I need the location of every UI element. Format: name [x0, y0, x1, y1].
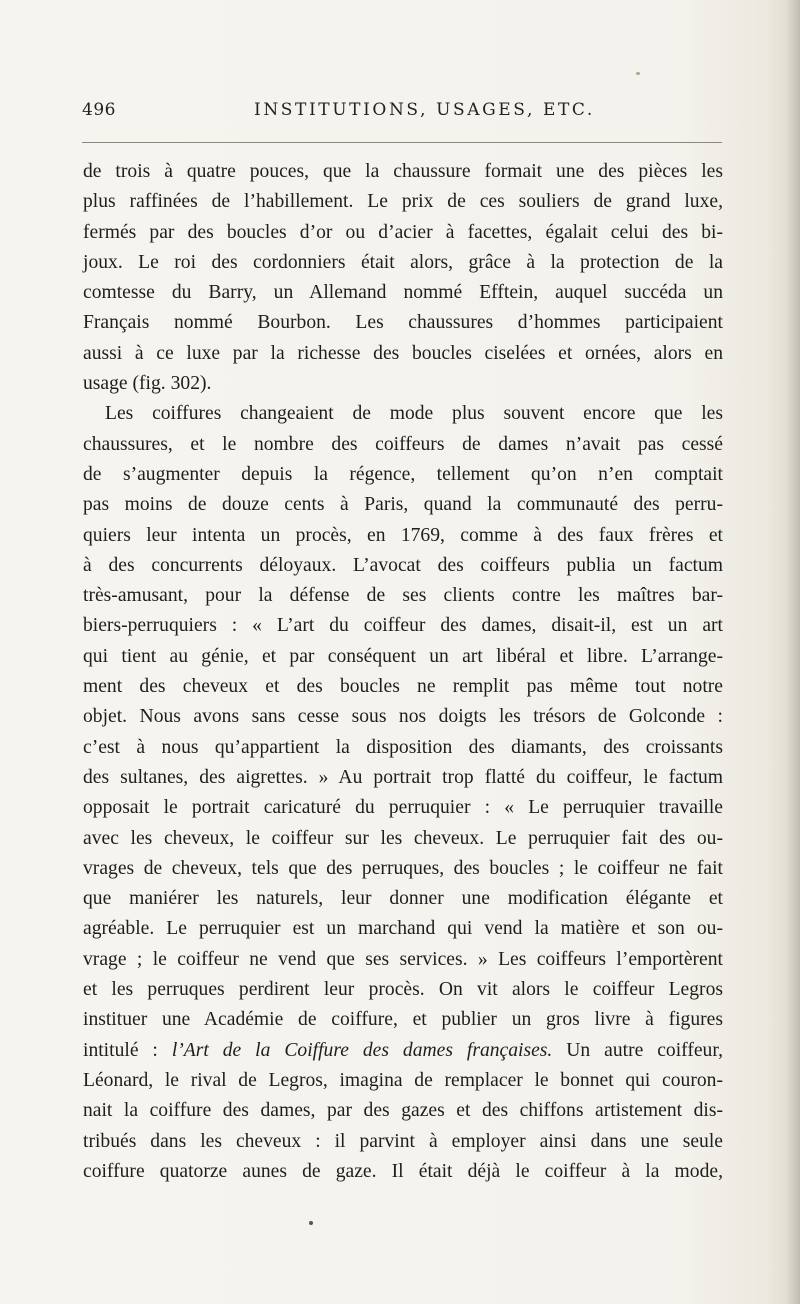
text-line: Léonard, le rival de Legros, imagina de remplacer le bonnet qui couron- — [83, 1069, 723, 1091]
text-line: chaussures, et le nombre des coiffeurs de dames n’avait pas cessé — [83, 433, 723, 455]
text-line: de s’augmenter depuis la régence, tellement qu’on n’en comptait — [83, 463, 723, 485]
text-line: qui tient au génie, et par conséquent un art libéral et libre. L’arrange- — [83, 645, 723, 667]
text-line: agréable. Le perruquier est un marchand qui vend la matière et son ou- — [83, 918, 723, 940]
text-line: des sultanes, des aigrettes. » Au portrait trop flatté du coiffeur, le factum — [83, 766, 723, 788]
text-line: ment des cheveux et des boucles ne remplit pas même tout notre — [83, 676, 723, 698]
text-line: usage (fig. 302). — [83, 373, 212, 395]
ink-speck — [309, 1221, 313, 1225]
line-tail: Un autre coiffeur, — [552, 1039, 723, 1061]
page-header — [82, 100, 722, 130]
paragraph-start-line: Les coiffures changeaient de mode plus souvent encore que les — [105, 403, 723, 425]
text-line: et les perruques perdirent leur procès. On vit alors le coiffeur Legros — [83, 979, 723, 1001]
text-line-with-title — [83, 1036, 723, 1066]
text-line: pas moins de douze cents à Paris, quand la communauté des perru- — [83, 494, 723, 516]
body-text — [83, 157, 723, 1187]
text-line: c’est à nous qu’appartient la disposition des diamants, des croissants — [83, 736, 723, 758]
page-number: 496 — [82, 100, 116, 120]
text-line: que maniérer les naturels, leur donner une modification élégante et — [83, 888, 723, 910]
header-rule — [82, 142, 722, 143]
text-line: comtesse du Barry, un Allemand nommé Efftein, auquel succéda un — [83, 282, 723, 304]
text-line: aussi à ce luxe par la richesse des boucles ciselées et ornées, alors en — [83, 342, 723, 364]
text-line: joux. Le roi des cordonniers était alors, grâce à la protection de la — [83, 251, 723, 273]
text-line: vrages de cheveux, tels que des perruques, des boucles ; le coiffeur ne fait — [83, 857, 723, 879]
text-line: avec les cheveux, le coiffeur sur les cheveux. Le perruquier fait des ou- — [83, 827, 723, 849]
text-line: opposait le portrait caricaturé du perruquier : « Le perruquier travaille — [83, 797, 723, 819]
paper-speck — [636, 72, 640, 75]
text-line: fermés par des boucles d’or ou d’acier à facettes, égalait celui des bi- — [83, 221, 723, 243]
text-line: objet. Nous avons sans cesse sous nos doigts les trésors de Golconde : — [83, 706, 723, 728]
text-line: instituer une Académie de coiffure, et publier un gros livre à figures — [83, 1009, 723, 1031]
text-line: très-amusant, pour la défense de ses clients contre les maîtres bar- — [83, 585, 723, 607]
text-line: quiers leur intenta un procès, en 1769, comme à des faux frères et — [83, 524, 723, 546]
text-line: Français nommé Bourbon. Les chaussures d’hommes participaient — [83, 312, 723, 334]
text-line: vrage ; le coiffeur ne vend que ses services. » Les coiffeurs l’emportèrent — [83, 948, 723, 970]
book-title: l’Art de la Coiffure des dames françaises. — [171, 1039, 553, 1061]
text-line: de trois à quatre pouces, que la chaussure formait une des pièces les — [83, 161, 723, 182]
text-line: coiffure quatorze aunes de gaze. Il était déjà le coiffeur à la mode, — [83, 1160, 723, 1182]
text-line: tribués dans les cheveux : il parvint à employer ainsi dans une seule — [83, 1130, 723, 1152]
text-line: nait la coiffure des dames, par des gazes et des chiffons artistement dis- — [83, 1100, 723, 1122]
text-line: plus raffinées de l’habillement. Le prix de ces souliers de grand luxe, — [83, 191, 723, 213]
text-line: biers-perruquiers : « L’art du coiffeur des dames, disait-il, est un art — [83, 615, 723, 637]
text-line: à des concurrents déloyaux. L’avocat des coiffeurs publia un factum — [83, 554, 723, 576]
line-lead: intitulé : — [83, 1039, 172, 1061]
page-edge-shadow — [786, 0, 800, 1304]
running-head: INSTITUTIONS, USAGES, ETC. — [254, 100, 595, 120]
